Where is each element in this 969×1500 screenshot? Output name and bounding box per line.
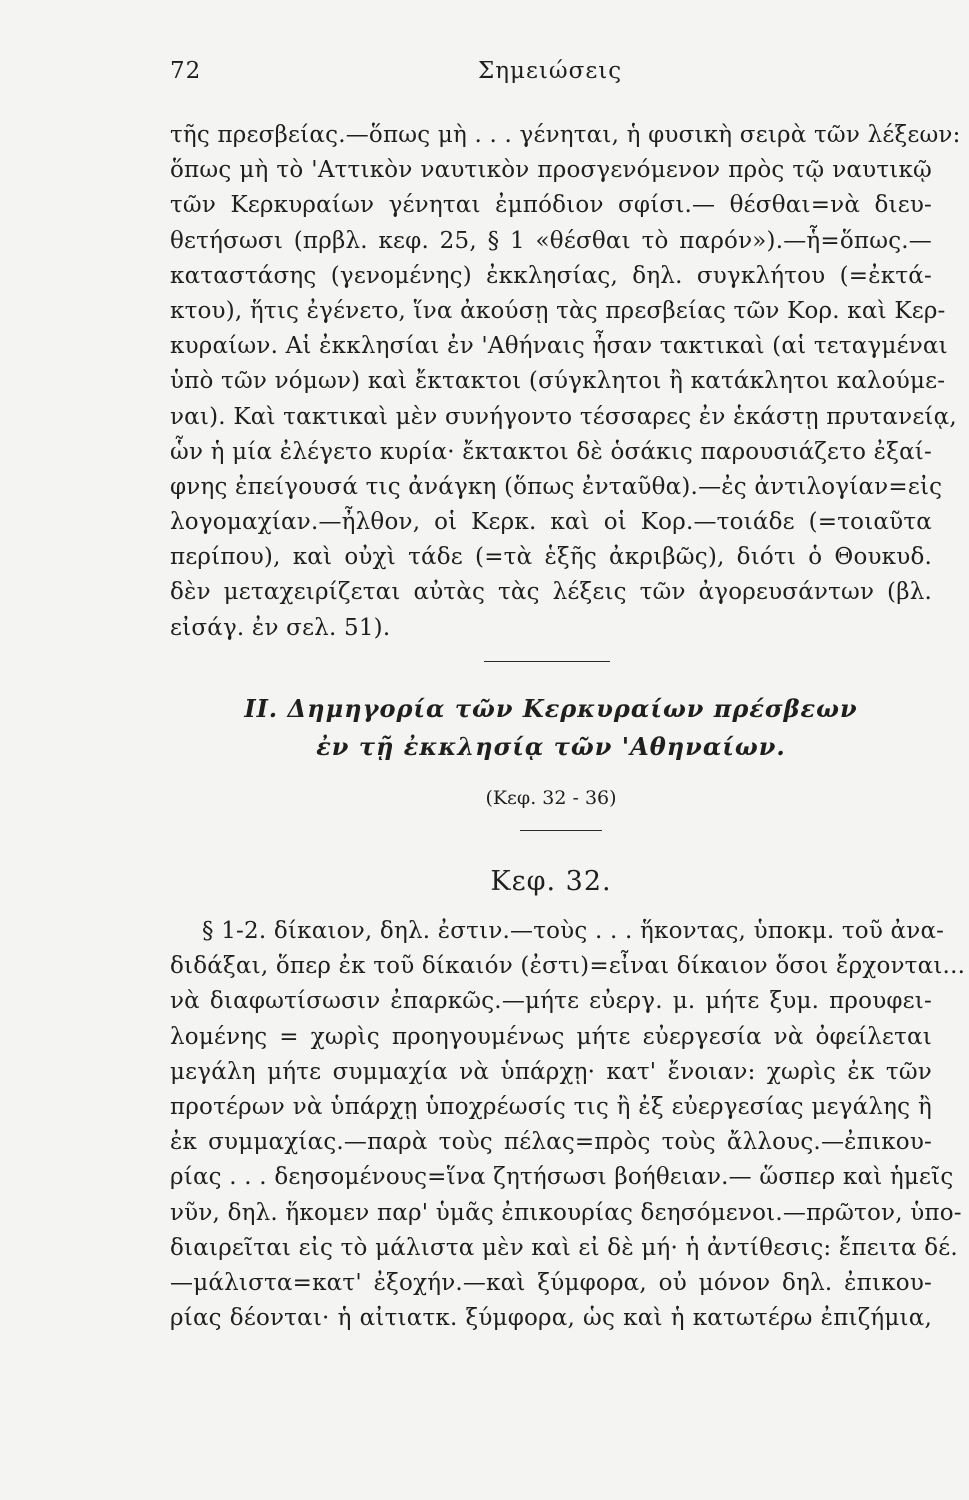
text-line: θετήσωσι (πρβλ. κεφ. 25, § 1 «θέσθαι τὸ παρόν»).—ἧ=ὅπως.— (170, 227, 932, 254)
text-line: ρίας . . . δεησομένους=ἵνα ζητήσωσι βοήθειαν.— ὥσπερ καὶ ἡμεῖς (170, 1164, 954, 1191)
section-divider (484, 661, 610, 662)
text-line: § 1-2. δίκαιον, δηλ. ἐστιν.—τοὺς . . . ἥκοντας, ὑποκμ. τοῦ ἀνα- (202, 918, 945, 944)
text-line: προτέρων νὰ ὑπάρχῃ ὑποχρέωσίς τις ἢ ἐξ εὐεργεσίας μεγάλης ἢ (170, 1093, 932, 1120)
text-line: τῆς πρεσβείας.—ὅπως μὴ . . . γένηται, ἡ φυσικὴ σειρὰ τῶν λέξεων: (170, 122, 961, 148)
text-line: ὑπὸ τῶν νόμων) καὶ ἔκτακτοι (σύγκλητοι ἢ κατάκλητοι καλούμε- (170, 368, 946, 395)
text-line: ὅπως μὴ τὸ 'Αττικὸν ναυτικὸν προσγενόμενον πρὸς τῷ ναυτικῷ (170, 157, 932, 184)
section-title: II. Δημηγορία τῶν Κερκυραίων πρέσβεων (244, 694, 858, 723)
text-line: περίπου), καὶ οὐχὶ τάδε (=τὰ ἑξῆς ἀκριβῶς), διότι ὁ Θουκυδ. (170, 544, 932, 571)
text-line: ὧν ἡ μία ἐλέγετο κυρία· ἔκτακτοι δὲ ὁσάκις παρουσιάζετο ἐξαί- (170, 438, 932, 465)
chapters-reference: (Κεφ. 32 - 36) (485, 787, 617, 809)
text-line: διδάξαι, ὅπερ ἐκ τοῦ δίκαιόν (ἐστι)=εἶναι δίκαιον ὅσοι ἔρχονται... (170, 953, 966, 980)
text-line: ρίας δέονται· ἡ αἰτιατκ. ξύμφορα, ὡς καὶ ἡ κατωτέρω ἐπιζήμια, (170, 1305, 932, 1332)
text-line: μεγάλη μήτε συμμαχία νὰ ὑπάρχῃ· κατ' ἔνοιαν: χωρὶς ἐκ τῶν (170, 1058, 932, 1085)
page-number: 72 (170, 58, 202, 84)
text-line: διαιρεῖται εἰς τὸ μάλιστα μὲν καὶ εἰ δὲ μή· ἡ ἀντίθεσις: ἔπειτα δέ. (170, 1234, 958, 1261)
text-line: εἰσάγ. ἐν σελ. 51). (170, 614, 391, 641)
text-line: κτου), ἥτις ἐγένετο, ἵνα ἀκούσῃ τὰς πρεσβείας τῶν Κορ. καὶ Κερ- (170, 297, 946, 324)
chapter-divider (520, 830, 602, 831)
chapter-heading: Κεφ. 32. (490, 866, 612, 897)
section-subtitle: ἐν τῇ ἐκκλησίᾳ τῶν 'Αθηναίων. (316, 732, 786, 761)
text-line: δὲν μεταχειρίζεται αὐτὰς τὰς λέξεις τῶν ἀγορευσάντων (βλ. (170, 579, 932, 606)
notes-paragraph (170, 118, 961, 646)
page-header (170, 58, 930, 92)
text-line: λομένης = χωρὶς προηγουμένως μήτε εὐεργεσία νὰ ὀφείλεται (170, 1023, 932, 1050)
running-title: Σημειώσεις (478, 58, 623, 84)
text-line: νὰ διαφωτίσωσιν ἐπαρκῶς.—μήτε εὐεργ. μ. μήτε ξυμ. προυφει- (170, 988, 932, 1015)
chapter-notes-paragraph (170, 914, 966, 1336)
text-line: —μάλιστα=κατ' ἐξοχήν.—καὶ ξύμφορα, οὐ μόνον δηλ. ἐπικου- (170, 1269, 932, 1296)
text-line: ναι). Καὶ τακτικαὶ μὲν συνήγοντο τέσσαρες ἐν ἑκάστῃ πρυτανείᾳ, (170, 403, 957, 430)
text-line: τῶν Κερκυραίων γένηται ἐμπόδιον σφίσι.— θέσθαι=νὰ διευ- (170, 192, 932, 219)
text-line: καταστάσης (γενομένης) ἐκκλησίας, δηλ. συγκλήτου (=ἐκτά- (170, 262, 932, 289)
text-line: κυραίων. Αἱ ἐκκλησίαι ἐν 'Αθήναις ἦσαν τακτικαὶ (αἱ τεταγμέναι (170, 333, 948, 360)
text-line: φνης ἐπείγουσά τις ἀνάγκη (ὅπως ἐνταῦθα).—ἐς ἀντιλογίαν=εἰς (170, 473, 943, 500)
text-line: νῦν, δηλ. ἥκομεν παρ' ὑμᾶς ἐπικουρίας δεησόμενοι.—πρῶτον, ὑπο- (170, 1199, 962, 1226)
text-line: λογομαχίαν.—ἦλθον, οἱ Κερκ. καὶ οἱ Κορ.—τοιάδε (=τοιαῦτα (170, 509, 932, 536)
text-line: ἐκ συμμαχίας.—παρὰ τοὺς πέλας=πρὸς τοὺς ἄλλους.—ἐπικου- (170, 1129, 932, 1156)
